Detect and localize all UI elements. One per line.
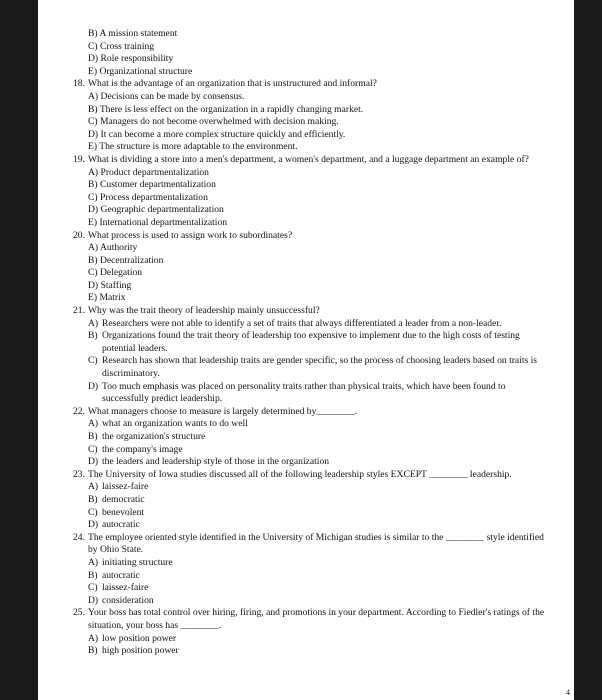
option xyxy=(72,507,552,520)
question-number: 22. xyxy=(73,405,85,417)
option-letter: D) xyxy=(88,519,99,531)
option-letter: A) xyxy=(88,632,99,644)
option-letter: A) xyxy=(88,481,99,493)
option: E) The structure is more adaptable to the environment. xyxy=(88,141,298,153)
option: D) Geographic departmentalization xyxy=(88,204,224,216)
option-text: Organizations found the trait theory of leadership too expensive to implement due to the high costs of testing potential leaders. xyxy=(102,330,520,354)
option: B) A mission statement xyxy=(88,28,178,39)
option xyxy=(72,456,552,469)
option: B) Decentralization xyxy=(88,254,164,266)
question-text: The employee oriented style identified in the University of Michigan studies is similar to the ________ style identified by Ohio State. xyxy=(88,531,544,556)
option: E) Organizational structure xyxy=(88,65,193,77)
question-number: 23. xyxy=(73,468,85,480)
question-25 xyxy=(72,607,552,632)
option-text: consideration xyxy=(102,594,154,606)
question-list xyxy=(72,28,552,658)
option-text: autocratic xyxy=(102,519,140,531)
option-letter: B) xyxy=(88,330,98,342)
option-letter: C) xyxy=(88,506,98,518)
question-text: What process is used to assign work to subordinates? xyxy=(88,229,293,241)
option: A) Decisions can be made by consensus. xyxy=(88,90,245,102)
option: C) Delegation xyxy=(88,267,143,279)
option-text: Too much emphasis was placed on personality traits rather than physical traits, which have been found to successfully predict leadership. xyxy=(102,380,506,405)
question-number: 19. xyxy=(73,153,85,165)
option: D) Role responsibility xyxy=(88,53,174,65)
question-20 xyxy=(72,230,552,243)
question-number: 24. xyxy=(73,531,85,543)
option: B) There is less effect on the organization in a rapidly changing market. xyxy=(88,103,364,115)
option: D) Staffing xyxy=(88,279,132,291)
option: E) Matrix xyxy=(88,292,126,304)
question-22 xyxy=(72,406,552,419)
option-letter: B) xyxy=(88,569,98,581)
option: E) International departmentalization xyxy=(88,216,228,228)
option xyxy=(72,330,552,355)
option-letter: B) xyxy=(88,645,98,657)
option-letter: C) xyxy=(88,355,98,367)
option-text: laissez-faire xyxy=(102,582,149,594)
page-number: 4 xyxy=(566,688,570,697)
option-letter: C) xyxy=(88,582,98,594)
option-text: benevolent xyxy=(102,506,145,518)
option xyxy=(72,570,552,583)
option-letter: B) xyxy=(88,493,98,505)
option xyxy=(72,318,552,331)
option: C) Cross training xyxy=(88,40,155,52)
document-page xyxy=(38,0,574,700)
option: C) Managers do not become overwhelmed with decision making. xyxy=(88,116,339,128)
question-24 xyxy=(72,532,552,557)
option xyxy=(72,519,552,532)
question-19 xyxy=(72,154,552,167)
option xyxy=(72,645,552,658)
question-number: 21. xyxy=(73,305,85,317)
option xyxy=(72,557,552,570)
option xyxy=(72,355,552,380)
option-letter: A) xyxy=(88,317,99,329)
question-number: 20. xyxy=(73,229,85,241)
question-number: 18. xyxy=(73,78,85,90)
option xyxy=(72,381,552,406)
option-text: low position power xyxy=(102,632,177,644)
option-letter: D) xyxy=(88,594,99,606)
question-21 xyxy=(72,305,552,318)
option-text: the company's image xyxy=(102,443,183,455)
option-text: what an organization wants to do well xyxy=(102,418,248,430)
option xyxy=(72,431,552,444)
question-text: What is the advantage of an organization that is unstructured and informal? xyxy=(88,78,377,90)
question-18 xyxy=(72,78,552,91)
option-text: the organization's structure xyxy=(102,431,206,442)
question-23 xyxy=(72,469,552,482)
option xyxy=(72,481,552,494)
option xyxy=(72,494,552,507)
option-text: autocratic xyxy=(102,569,140,581)
option-letter: D) xyxy=(88,456,99,468)
option-text: democratic xyxy=(102,493,145,505)
option-letter: A) xyxy=(88,556,99,568)
option-text: the leaders and leadership style of those in the organization xyxy=(102,456,330,468)
option: A) Product departmentalization xyxy=(88,166,209,178)
question-text: What managers choose to measure is largely determined by________. xyxy=(88,405,358,417)
option xyxy=(72,595,552,608)
question-text: What is dividing a store into a men's department, a women's department, and a luggage department an example of? xyxy=(88,153,529,165)
option xyxy=(72,418,552,431)
question-text: Your boss has total control over hiring, firing, and promotions in your department. According to Fiedler's ratings of the situation, your boss has ________. xyxy=(88,607,545,631)
question-text: Why was the trait theory of leadership mainly unsuccessful? xyxy=(88,305,320,317)
question-number: 25. xyxy=(73,607,85,619)
option: D) It can become a more complex structure quickly and efficiently. xyxy=(88,128,346,140)
option xyxy=(72,444,552,457)
option-text: Research has shown that leadership traits are gender specific, so the process of choosing leaders based on traits is discriminatory. xyxy=(102,355,538,380)
option-text: high position power xyxy=(102,645,179,657)
question-text: The University of Iowa studies discussed all of the following leadership styles EXCEPT ________ leadership. xyxy=(88,468,512,480)
option: C) Process departmentalization xyxy=(88,191,208,203)
option: B) Customer departmentalization xyxy=(88,179,216,191)
lead-options xyxy=(72,28,552,78)
option xyxy=(72,582,552,595)
option: A) Authority xyxy=(88,242,138,254)
option-letter: C) xyxy=(88,443,98,455)
option-text: laissez-faire xyxy=(102,481,149,493)
option xyxy=(72,633,552,646)
option-text: initiating structure xyxy=(102,556,173,568)
option-text: Researchers were not able to identify a set of traits that always differentiated a leader from a non-leader. xyxy=(102,317,502,329)
option-letter: D) xyxy=(88,380,99,392)
option-letter: A) xyxy=(88,418,99,430)
option-letter: B) xyxy=(88,431,98,442)
